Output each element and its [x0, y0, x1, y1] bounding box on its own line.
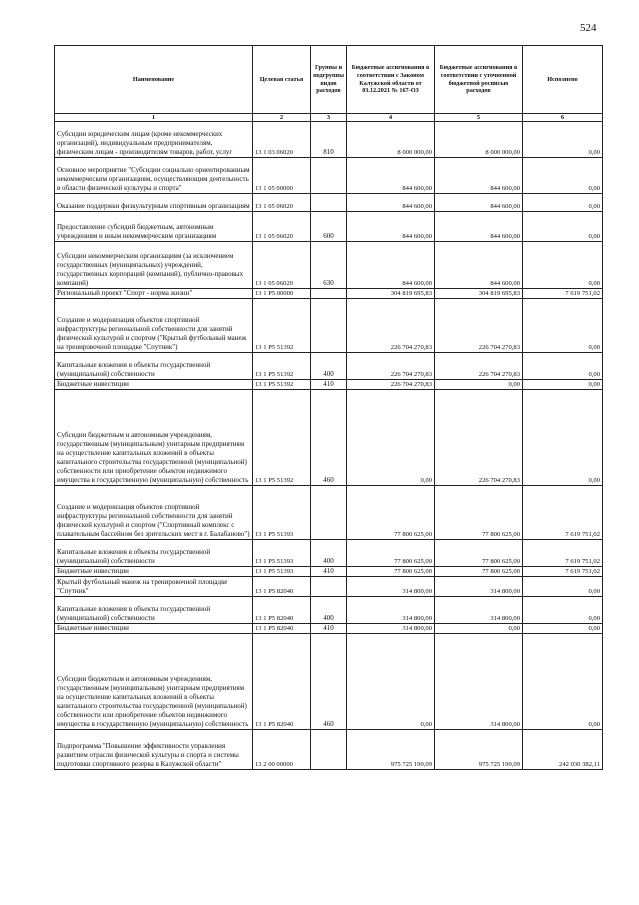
row-executed: 7 619 751,02 [523, 289, 603, 299]
row-target-article: 13 1 P5 51392 [253, 380, 311, 390]
row-name: Капитальные вложения в объекты государственной (муниципальной) собственности [55, 597, 253, 624]
row-expense-group: 410 [311, 380, 347, 390]
table-row [55, 577, 603, 597]
row-law-allocation: 314 800,00 [347, 577, 435, 597]
row-revised-allocation: 975 725 199,09 [435, 730, 523, 770]
table-row [55, 353, 603, 380]
row-name: Подпрограмма "Повышение эффективности управления развитием отрасли физической культуры и спорта и системы подготовки спортивного резерва в Калужской области" [55, 730, 253, 770]
row-executed: 0,00 [523, 597, 603, 624]
row-revised-allocation: 844 600,00 [435, 212, 523, 242]
row-target-article: 13 1 P5 51393 [253, 486, 311, 540]
row-target-article: 13 1 P5 82040 [253, 577, 311, 597]
row-revised-allocation: 844 600,00 [435, 242, 523, 289]
row-executed: 0,00 [523, 122, 603, 158]
row-executed: 0,00 [523, 212, 603, 242]
row-revised-allocation: 314 800,00 [435, 597, 523, 624]
row-law-allocation: 226 704 270,83 [347, 299, 435, 353]
row-executed: 0,00 [523, 299, 603, 353]
row-target-article: 13 2 00 00000 [253, 730, 311, 770]
table-row [55, 158, 603, 194]
row-expense-group [311, 194, 347, 212]
row-law-allocation: 844 600,00 [347, 158, 435, 194]
row-target-article: 13 1 P5 51392 [253, 353, 311, 380]
page-number: 524 [580, 22, 597, 34]
column-number: 4 [347, 114, 435, 122]
row-law-allocation: 77 800 625,00 [347, 540, 435, 567]
table-row [55, 486, 603, 540]
header-revised-allocation: Бюджетные ассигнования в соответствии с уточненной бюджетной росписью расходов [435, 46, 523, 114]
row-name: Создание и модернизация объектов спортивной инфраструктуры региональной собственности для занятий физической культурой и спортом ("Спортивный комплекс с плавательным бассейном без зрительских мест в г. Балабаново") [55, 486, 253, 540]
row-name: Региональный проект "Спорт - норма жизни" [55, 289, 253, 299]
row-expense-group [311, 158, 347, 194]
row-name: Капитальные вложения в объекты государственной (муниципальной) собственности [55, 353, 253, 380]
row-target-article: 13 1 05 06020 [253, 212, 311, 242]
row-target-article: 13 1 P5 51392 [253, 299, 311, 353]
row-revised-allocation: 0,00 [435, 380, 523, 390]
table-row [55, 380, 603, 390]
row-executed: 0,00 [523, 624, 603, 634]
column-number: 6 [523, 114, 603, 122]
column-number: 5 [435, 114, 523, 122]
row-revised-allocation: 77 800 625,00 [435, 540, 523, 567]
row-expense-group [311, 577, 347, 597]
header-law-allocation: Бюджетные ассигнования в соответствии с Законом Калужской области от 03.12.2021 № 167-ОЗ [347, 46, 435, 114]
row-executed: 0,00 [523, 242, 603, 289]
row-name: Субсидии бюджетным и автономным учреждениям, государственным (муниципальным) унитарным предприятиям на осуществление капитальных вложений в объекты капитального строительства государственной (муниципальной) собственности или приобретение объектов недвижимого имущества в государственную (муниципальную) собственность [55, 390, 253, 486]
header-target-article: Целевая статья [253, 46, 311, 114]
table-row [55, 634, 603, 730]
row-law-allocation: 844 600,00 [347, 242, 435, 289]
row-law-allocation: 314 800,00 [347, 624, 435, 634]
row-expense-group [311, 299, 347, 353]
row-expense-group: 630 [311, 242, 347, 289]
row-target-article: 13 1 05 06020 [253, 194, 311, 212]
row-name: Предоставление субсидий бюджетным, автономным учреждениям и иным некоммерческим организациям [55, 212, 253, 242]
row-expense-group: 460 [311, 390, 347, 486]
row-revised-allocation: 844 600,00 [435, 158, 523, 194]
budget-table [54, 45, 603, 770]
table-row [55, 122, 603, 158]
column-number: 1 [55, 114, 253, 122]
row-law-allocation: 844 600,00 [347, 212, 435, 242]
row-law-allocation: 77 800 625,00 [347, 486, 435, 540]
row-target-article: 13 1 03 06020 [253, 122, 311, 158]
header-expense-group: Группы и подгруппы видов расходов [311, 46, 347, 114]
row-executed: 0,00 [523, 634, 603, 730]
row-name: Субсидии юридическим лицам (кроме некоммерческих организаций), индивидуальным предпринимателям, физическим лицам - производителям товаров, работ, услуг [55, 122, 253, 158]
row-expense-group [311, 486, 347, 540]
row-expense-group: 400 [311, 353, 347, 380]
row-expense-group: 600 [311, 212, 347, 242]
row-target-article: 13 1 05 00000 [253, 158, 311, 194]
row-name: Капитальные вложения в объекты государственной (муниципальной) собственности [55, 540, 253, 567]
table-row [55, 299, 603, 353]
row-name: Создание и модернизация объектов спортивной инфраструктуры региональной собственности для занятий физической культурой и спортом ("Крытый футбольный манеж на тренировочной площадке "Спутник") [55, 299, 253, 353]
row-target-article: 13 1 05 06020 [253, 242, 311, 289]
column-number-row [55, 114, 603, 122]
row-law-allocation: 844 600,00 [347, 194, 435, 212]
row-target-article: 13 1 P5 82040 [253, 634, 311, 730]
row-revised-allocation: 226 704 270,83 [435, 299, 523, 353]
row-target-article: 13 1 P5 82040 [253, 597, 311, 624]
row-executed: 0,00 [523, 158, 603, 194]
row-name: Оказание поддержки физкультурным спортивным организациям [55, 194, 253, 212]
table-row [55, 730, 603, 770]
row-law-allocation: 0,00 [347, 390, 435, 486]
table-row [55, 624, 603, 634]
row-revised-allocation: 0,00 [435, 624, 523, 634]
header-row [55, 46, 603, 114]
row-target-article: 13 1 P5 51392 [253, 390, 311, 486]
row-revised-allocation: 8 000 000,00 [435, 122, 523, 158]
row-expense-group [311, 289, 347, 299]
row-target-article: 13 1 P5 82040 [253, 624, 311, 634]
row-revised-allocation: 314 800,00 [435, 577, 523, 597]
row-name: Крытый футбольный манеж на тренировочной площадке "Спутник" [55, 577, 253, 597]
row-law-allocation: 77 800 625,00 [347, 567, 435, 577]
row-executed: 0,00 [523, 353, 603, 380]
row-target-article: 13 1 P5 51393 [253, 540, 311, 567]
row-name: Субсидии некоммерческим организациям (за исключением государственных (муниципальных) учреждений, государственных корпораций (компаний), публично-правовых компаний) [55, 242, 253, 289]
row-expense-group: 400 [311, 597, 347, 624]
row-revised-allocation: 226 704 270,83 [435, 390, 523, 486]
row-executed: 7 619 751,02 [523, 540, 603, 567]
row-law-allocation: 8 000 000,00 [347, 122, 435, 158]
row-name: Бюджетные инвестиции [55, 567, 253, 577]
column-number: 3 [311, 114, 347, 122]
row-target-article: 13 1 P5 51393 [253, 567, 311, 577]
row-name: Субсидии бюджетным и автономным учреждениям, государственным (муниципальным) унитарным предприятиям на осуществление капитальных вложений в объекты капитального строительства государственной (муниципальной) собственности или приобретение объектов недвижимого имущества в государственную (муниципальную) собственность [55, 634, 253, 730]
row-executed: 242 030 382,11 [523, 730, 603, 770]
row-executed: 7 619 751,02 [523, 486, 603, 540]
row-executed: 0,00 [523, 194, 603, 212]
row-executed: 0,00 [523, 390, 603, 486]
header-executed: Исполнено [523, 46, 603, 114]
row-target-article: 13 1 P5 00000 [253, 289, 311, 299]
table-row [55, 194, 603, 212]
table-row [55, 212, 603, 242]
table-row [55, 540, 603, 567]
row-expense-group [311, 730, 347, 770]
row-name: Бюджетные инвестиции [55, 624, 253, 634]
row-law-allocation: 314 800,00 [347, 597, 435, 624]
row-executed: 0,00 [523, 577, 603, 597]
column-number: 2 [253, 114, 311, 122]
row-revised-allocation: 314 800,00 [435, 634, 523, 730]
row-executed: 7 619 751,02 [523, 567, 603, 577]
table-body [55, 122, 603, 770]
row-name: Основное мероприятие "Субсидии социально ориентированным некоммерческим организациям, осуществляющим деятельность в области физической культуры и спорта" [55, 158, 253, 194]
row-executed: 0,00 [523, 380, 603, 390]
row-revised-allocation: 304 819 695,83 [435, 289, 523, 299]
table-row [55, 289, 603, 299]
table-row [55, 597, 603, 624]
row-law-allocation: 975 725 199,09 [347, 730, 435, 770]
row-expense-group: 410 [311, 567, 347, 577]
row-revised-allocation: 77 800 625,00 [435, 486, 523, 540]
row-name: Бюджетные инвестиции [55, 380, 253, 390]
row-expense-group: 410 [311, 624, 347, 634]
row-law-allocation: 226 704 270,83 [347, 380, 435, 390]
row-revised-allocation: 226 704 270,83 [435, 353, 523, 380]
header-name: Наименование [55, 46, 253, 114]
table-row [55, 390, 603, 486]
row-expense-group: 460 [311, 634, 347, 730]
row-law-allocation: 0,00 [347, 634, 435, 730]
row-expense-group: 400 [311, 540, 347, 567]
row-law-allocation: 226 704 270,83 [347, 353, 435, 380]
row-revised-allocation: 844 600,00 [435, 194, 523, 212]
row-expense-group: 810 [311, 122, 347, 158]
table-row [55, 242, 603, 289]
row-revised-allocation: 77 800 625,00 [435, 567, 523, 577]
row-law-allocation: 304 819 695,83 [347, 289, 435, 299]
table-row [55, 567, 603, 577]
